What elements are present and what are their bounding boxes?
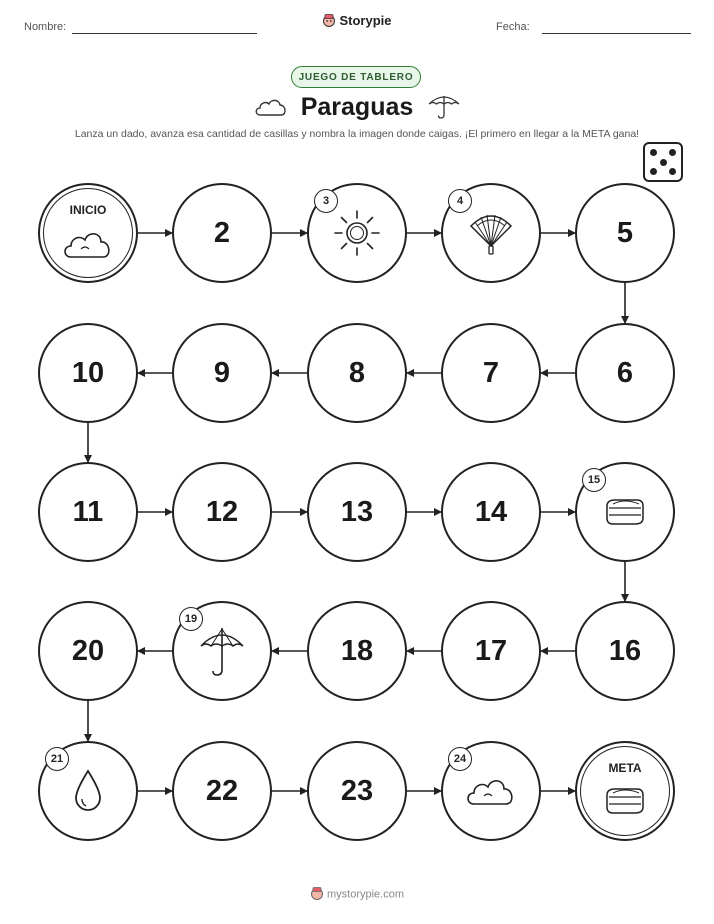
board-space[interactable] — [38, 462, 138, 562]
space-number-badge: 4 — [448, 189, 472, 213]
space-number: 8 — [348, 356, 366, 389]
space-number: 12 — [205, 495, 239, 528]
space-number: 10 — [71, 356, 105, 389]
space-number: 18 — [340, 634, 374, 667]
footer-url[interactable]: mystorypie.com — [326, 888, 405, 901]
space-number-badge: 24 — [448, 747, 472, 771]
board-space[interactable] — [307, 183, 407, 283]
space-number: 6 — [616, 356, 634, 389]
board-space[interactable] — [172, 183, 272, 283]
space-number: 23 — [340, 774, 374, 807]
board-space[interactable] — [38, 741, 138, 841]
space-number: 11 — [72, 495, 104, 528]
space-number-badge: 15 — [582, 468, 606, 492]
space-number: 7 — [482, 356, 500, 389]
space-number: 14 — [474, 495, 508, 528]
board-space[interactable] — [38, 323, 138, 423]
cloud-icon — [40, 227, 136, 261]
game-type-badge: JUEGO DE TABLERO — [291, 66, 421, 88]
board-space[interactable] — [307, 462, 407, 562]
board-space[interactable] — [307, 741, 407, 841]
space-number: 17 — [474, 634, 508, 667]
date-label: Fecha: — [496, 21, 530, 33]
board-space[interactable] — [441, 741, 541, 841]
name-label: Nombre: — [24, 21, 67, 33]
brand-name: Storypie — [339, 13, 392, 28]
page-title: Paraguas — [300, 93, 414, 121]
towel-icon — [577, 785, 673, 817]
board-space[interactable] — [575, 601, 675, 701]
space-number: 13 — [340, 495, 374, 528]
space-number-badge: 3 — [314, 189, 338, 213]
start-space[interactable] — [38, 183, 138, 283]
board-space[interactable] — [172, 601, 272, 701]
board-space[interactable] — [575, 183, 675, 283]
space-label: INICIO — [69, 203, 107, 217]
board-space[interactable] — [172, 323, 272, 423]
board-space[interactable] — [441, 183, 541, 283]
board-space[interactable] — [172, 462, 272, 562]
board-space[interactable] — [575, 323, 675, 423]
board-space[interactable] — [441, 601, 541, 701]
space-number: 16 — [608, 634, 642, 667]
footer-logo-icon — [310, 886, 324, 903]
finish-space[interactable] — [575, 741, 675, 841]
board-space[interactable] — [38, 601, 138, 701]
space-number: 5 — [616, 216, 634, 249]
space-number-badge: 21 — [45, 747, 69, 771]
instructions: Lanza un dado, avanza esa cantidad de casillas y nombra la imagen donde caigas. ¡El primero en llegar a la META gana! — [74, 128, 640, 140]
space-number: 20 — [71, 634, 105, 667]
board-space[interactable] — [575, 462, 675, 562]
footer — [0, 886, 714, 903]
board-space[interactable] — [441, 323, 541, 423]
board-space[interactable] — [307, 323, 407, 423]
board-space[interactable] — [307, 601, 407, 701]
board-space[interactable] — [441, 462, 541, 562]
space-number-badge: 19 — [179, 607, 203, 631]
board-space[interactable] — [172, 741, 272, 841]
space-label: META — [608, 761, 642, 775]
space-number: 22 — [205, 774, 239, 807]
space-number: 9 — [213, 356, 231, 389]
space-number: 2 — [213, 216, 231, 249]
